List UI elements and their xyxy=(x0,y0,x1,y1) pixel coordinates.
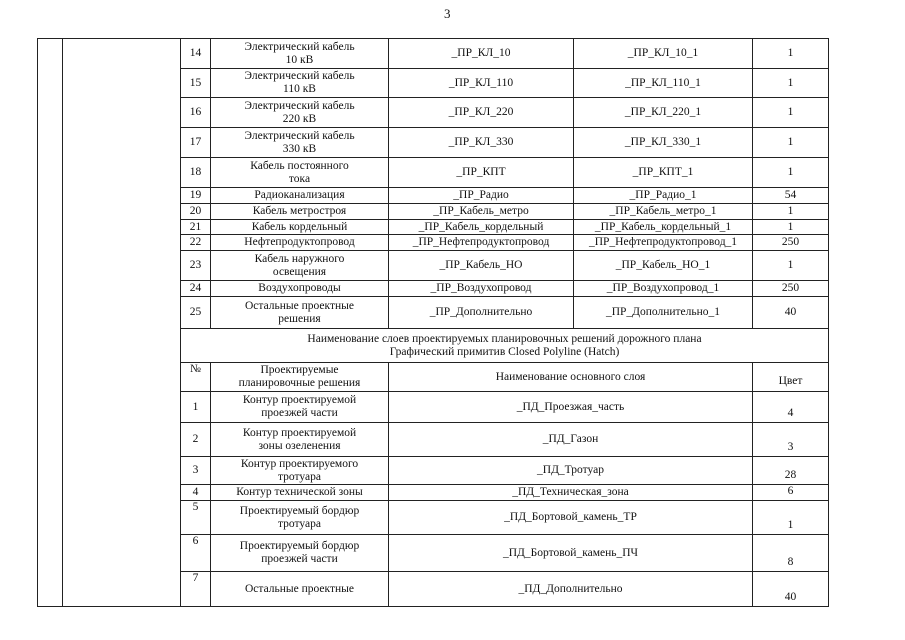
row-layer-alt: _ПР_Кабель_кордельный_1 xyxy=(574,220,753,235)
row-name-line: Кабель кордельный xyxy=(251,220,348,233)
row-name-line: Электрический кабель xyxy=(244,70,355,82)
row-name-line: 220 кВ xyxy=(282,112,317,125)
row-layer-alt: _ПР_КПТ_1 xyxy=(574,158,753,188)
row-layer-alt: _ПР_Нефтепродуктопровод_1 xyxy=(574,235,753,251)
row-name-line: тока xyxy=(288,172,311,185)
row-color: 4 xyxy=(753,392,829,423)
row-number: 23 xyxy=(181,251,211,281)
row-color: 1 xyxy=(753,220,829,235)
row-number: 14 xyxy=(181,39,211,69)
row-layer: _ПР_КПТ xyxy=(389,158,574,188)
row-color: 1 xyxy=(753,39,829,69)
row-color: 40 xyxy=(753,297,829,329)
row-color: 1 xyxy=(753,128,829,158)
row-name xyxy=(211,188,389,204)
row-color: 3 xyxy=(753,423,829,457)
row-layer: _ПР_Дополнительно xyxy=(389,297,574,329)
row-color: 250 xyxy=(753,235,829,251)
row-number: 19 xyxy=(181,188,211,204)
row-name-line: тротуара xyxy=(278,517,321,530)
row-color: 40 xyxy=(753,572,829,607)
row-name-line: Радиоканализация xyxy=(254,189,345,201)
row-layer: _ПР_КЛ_220 xyxy=(389,98,574,128)
header-layer: Наименование основного слоя xyxy=(389,363,753,392)
row-number: 3 xyxy=(181,457,211,485)
row-layer-alt: _ПР_КЛ_330_1 xyxy=(574,128,753,158)
row-layer: _ПР_Воздухопровод xyxy=(389,281,574,297)
row-name-line: Проектируемый бордюр xyxy=(239,540,360,552)
row-number: 22 xyxy=(181,235,211,251)
row-layer: _ПД_Тротуар xyxy=(389,457,753,485)
row-name-line: Электрический кабель xyxy=(244,99,355,112)
row-name xyxy=(211,297,389,329)
row-number: 5 xyxy=(181,501,211,535)
row-color: 8 xyxy=(753,535,829,572)
row-name xyxy=(211,69,389,98)
row-layer: _ПД_Бортовой_камень_ТР xyxy=(389,501,753,535)
row-name-line: Электрический кабель xyxy=(244,40,355,53)
row-layer-alt: _ПР_Кабель_НО_1 xyxy=(574,251,753,281)
row-name xyxy=(211,251,389,281)
header-name-line: планировочные решения xyxy=(238,377,361,389)
row-number: 15 xyxy=(181,69,211,98)
row-layer-alt: _ПР_КЛ_220_1 xyxy=(574,98,753,128)
left-blank-column xyxy=(38,39,63,607)
row-number: 1 xyxy=(181,392,211,423)
row-name-line: 110 кВ xyxy=(283,83,316,95)
row-number: 16 xyxy=(181,98,211,128)
row-layer: _ПР_КЛ_110 xyxy=(389,69,574,98)
row-name xyxy=(211,220,389,235)
row-name xyxy=(211,392,389,423)
section-title-line: Наименование слоев проектируемых планировочных решений дорожного плана xyxy=(307,332,702,345)
header-no: № xyxy=(181,363,211,392)
page-number: 3 xyxy=(444,6,451,21)
row-layer: _ПД_Проезжая_часть xyxy=(389,392,753,423)
row-layer-alt: _ПР_Кабель_метро_1 xyxy=(574,204,753,220)
row-layer: _ПР_Кабель_кордельный xyxy=(389,220,574,235)
row-name xyxy=(211,572,389,607)
section-title-line: Графический примитив Closed Polyline (Hatch) xyxy=(389,345,620,358)
row-name xyxy=(211,423,389,457)
row-color: 6 xyxy=(753,485,829,501)
row-number: 18 xyxy=(181,158,211,188)
row-color: 54 xyxy=(753,188,829,204)
row-layer: _ПР_Кабель_метро xyxy=(389,204,574,220)
left-blank-column-2 xyxy=(63,39,181,607)
row-name-line: Контур проектируемой xyxy=(242,394,357,406)
row-name xyxy=(211,128,389,158)
row-name xyxy=(211,535,389,572)
row-layer-alt: _ПР_Воздухопровод_1 xyxy=(574,281,753,297)
row-layer: _ПР_КЛ_330 xyxy=(389,128,574,158)
row-layer: _ПД_Дополнительно xyxy=(389,572,753,607)
row-name xyxy=(211,204,389,220)
row-name-line: Кабель наружного xyxy=(254,252,345,265)
row-color: 1 xyxy=(753,251,829,281)
row-name xyxy=(211,501,389,535)
row-layer: _ПД_Бортовой_камень_ПЧ xyxy=(389,535,753,572)
row-layer-alt: _ПР_Дополнительно_1 xyxy=(574,297,753,329)
row-number: 6 xyxy=(181,535,211,572)
row-name-line: Электрический кабель xyxy=(244,129,355,142)
row-name xyxy=(211,158,389,188)
row-name-line: Воздухопроводы xyxy=(258,282,341,294)
row-layer-alt: _ПР_КЛ_10_1 xyxy=(574,39,753,69)
row-name xyxy=(211,235,389,251)
row-name xyxy=(211,39,389,69)
row-color: 1 xyxy=(753,158,829,188)
row-number: 24 xyxy=(181,281,211,297)
row-name-line: 10 кВ xyxy=(285,53,314,66)
row-name-line: проезжей части xyxy=(261,553,338,565)
row-name-line: Кабель метростроя xyxy=(252,205,347,217)
row-name-line: проезжей части xyxy=(261,407,338,419)
row-name-line: Контур проектируемой xyxy=(242,426,357,439)
row-layer: _ПР_КЛ_10 xyxy=(389,39,574,69)
row-name xyxy=(211,457,389,485)
row-layer: _ПР_Кабель_НО xyxy=(389,251,574,281)
row-color: 1 xyxy=(753,204,829,220)
row-name-line: Нефтепродуктопровод xyxy=(244,236,355,248)
row-name-line: Остальные проектные xyxy=(245,299,354,312)
row-layer: _ПР_Радио xyxy=(389,188,574,204)
row-number: 4 xyxy=(181,485,211,501)
section-title xyxy=(181,329,829,363)
header-name-line: Проектируемые xyxy=(260,364,339,376)
row-name xyxy=(211,485,389,501)
header-name xyxy=(211,363,389,392)
table-row xyxy=(38,39,829,69)
row-color: 1 xyxy=(753,501,829,535)
row-color: 1 xyxy=(753,69,829,98)
header-color: Цвет xyxy=(753,363,829,392)
row-name-line: Остальные проектные xyxy=(245,582,354,595)
row-name xyxy=(211,98,389,128)
row-layer-alt: _ПР_КЛ_110_1 xyxy=(574,69,753,98)
row-layer-alt: _ПР_Радио_1 xyxy=(574,188,753,204)
row-name-line: зоны озеленения xyxy=(258,439,341,452)
row-name-line: Контур технической зоны xyxy=(236,486,363,498)
row-number: 7 xyxy=(181,572,211,607)
row-color: 28 xyxy=(753,457,829,485)
layers-table xyxy=(37,38,829,607)
row-name-line: Проектируемый бордюр xyxy=(239,504,360,517)
row-name-line: Кабель постоянного xyxy=(250,159,349,172)
row-number: 25 xyxy=(181,297,211,329)
row-name-line: 330 кВ xyxy=(282,142,317,155)
row-layer: _ПД_Газон xyxy=(389,423,753,457)
row-number: 20 xyxy=(181,204,211,220)
row-number: 21 xyxy=(181,220,211,235)
row-name-line: Контур проектируемого xyxy=(240,457,359,470)
row-name-line: решения xyxy=(278,312,321,325)
row-number: 17 xyxy=(181,128,211,158)
row-name-line: освещения xyxy=(272,265,327,278)
row-name-line: тротуара xyxy=(278,470,321,483)
row-layer: _ПР_Нефтепродуктопровод xyxy=(389,235,574,251)
row-layer: _ПД_Техническая_зона xyxy=(389,485,753,501)
row-number: 2 xyxy=(181,423,211,457)
row-color: 1 xyxy=(753,98,829,128)
row-name xyxy=(211,281,389,297)
row-color: 250 xyxy=(753,281,829,297)
